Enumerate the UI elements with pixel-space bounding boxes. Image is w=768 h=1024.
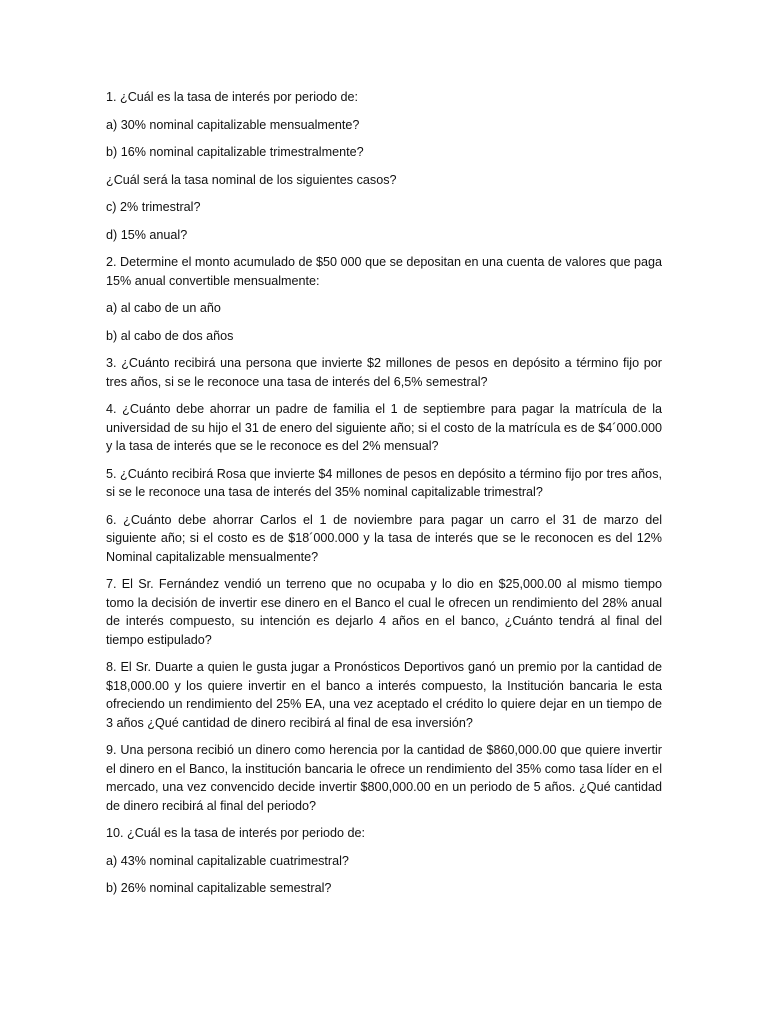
question-2a: a) al cabo de un año — [106, 301, 221, 315]
question-10-heading: 10. ¿Cuál es la tasa de interés por periodo de: — [106, 826, 366, 840]
question-1c: c) 2% trimestral? — [106, 200, 201, 214]
question-10b: b) 26% nominal capitalizable semestral? — [106, 881, 332, 895]
document-body — [106, 88, 662, 907]
question-2b: b) al cabo de dos años — [106, 328, 234, 343]
question-5: 5. ¿Cuánto recibirá Rosa que invierte $4 millones de pesos en depósito a término fijo por tres años, si se le reconoce una tasa de interés del 35% nominal capitalizable trimestral? — [106, 466, 662, 499]
question-1b: b) 16% nominal capitalizable trimestralmente? — [106, 145, 364, 159]
question-6: 6. ¿Cuánto debe ahorrar Carlos el 1 de noviembre para pagar un carro el 31 de marzo del siguiente año; si el costo es de $18´000.000 y la tasa de interés que se le reconocen es del 12% Nominal capitalizable mensualmente? — [106, 512, 662, 564]
question-8: 8. El Sr. Duarte a quien le gusta jugar a Pronósticos Deportivos ganó un premio por la cantidad de $18,000.00 y los quiere invertir en el banco a interés compuesto, la Institución bancaria le esta ofreciendo un rendimiento del 25% EA, una vez aceptado el crédito lo quiere dejar en un tiempo de 3 años ¿Qué cantidad de dinero recibirá al final de esa inversión? — [106, 660, 662, 730]
nominal-rate-heading: ¿Cuál será la tasa nominal de los siguientes casos? — [106, 172, 397, 187]
question-10a: a) 43% nominal capitalizable cuatrimestral? — [106, 853, 349, 868]
question-1d: d) 15% anual? — [106, 227, 188, 242]
question-1a: a) 30% nominal capitalizable mensualmente? — [106, 117, 360, 132]
question-3: 3. ¿Cuánto recibirá una persona que invierte $2 millones de pesos en depósito a término fijo por tres años, si se le reconoce una tasa de interés del 6,5% semestral? — [106, 356, 662, 389]
question-1-heading: 1. ¿Cuál es la tasa de interés por periodo de: — [106, 90, 359, 104]
question-9: 9. Una persona recibió un dinero como herencia por la cantidad de $860,000.00 que quiere invertir el dinero en el Banco, la institución bancaria le ofrece un rendimiento del 35% como tasa líder en el mercado, una vez convencido decide invertir $800,000.00 en un periodo de 5 años. ¿Qué cantidad de dinero recibirá al final del periodo? — [106, 743, 662, 813]
question-4: 4. ¿Cuánto debe ahorrar un padre de familia el 1 de septiembre para pagar la matrícula de la universidad de su hijo el 31 de enero del siguiente año; si el costo de la matrícula es de $4´000.000 y la tasa de interés que se le reconoce es del 2% mensual? — [106, 402, 662, 453]
question-2: 2. Determine el monto acumulado de $50 000 que se depositan en una cuenta de valores que paga 15% anual convertible mensualmente: — [106, 255, 662, 288]
question-7: 7. El Sr. Fernández vendió un terreno que no ocupaba y lo dio en $25,000.00 al mismo tiempo tomo la decisión de invertir ese dinero en el Banco el cual le ofrecen un rendimiento del 28% anual de interés compuesto, su intención es dejarlo 4 años en el banco, ¿Cuánto tendrá al final del tiempo estipulado? — [106, 577, 662, 647]
